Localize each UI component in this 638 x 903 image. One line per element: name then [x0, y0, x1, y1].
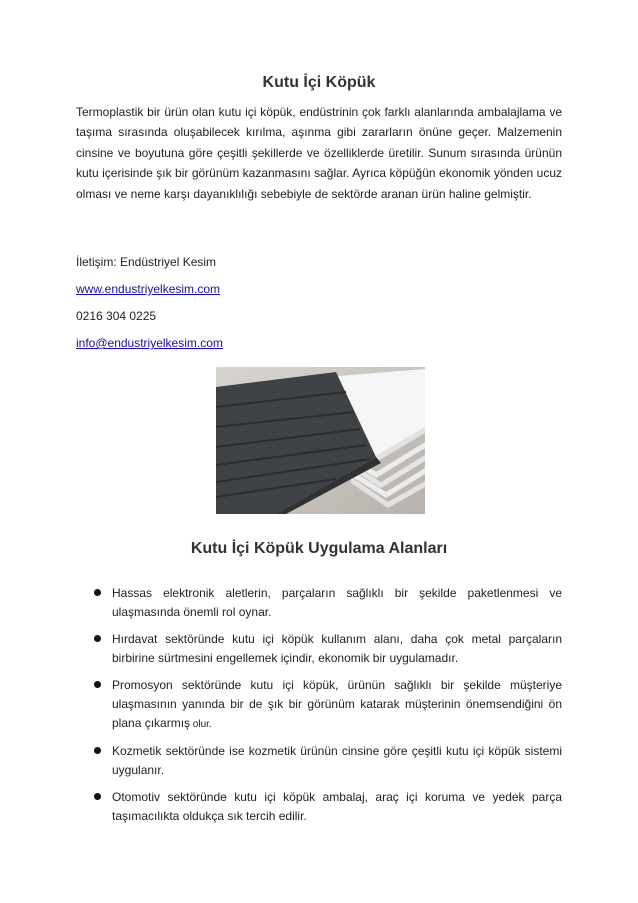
website-link[interactable]: www.endustriyelkesim.com [76, 282, 221, 296]
list-item-text: Hırdavat sektöründe kutu içi köpük kullanım alanı, daha çok metal parçaların birbirine sürtmesini engellemek içindir, ekonomik bir uygulamadır. [112, 632, 562, 665]
intro-paragraph: Termoplastik bir ürün olan kutu içi köpük, endüstrinin çok farklı alanlarında ambalajlama ve taşıma sırasında oluşabilecek kırılma, aşınma gibi zararların önüne geçer. Malzemenin cinsine ve boyutuna göre çeşitli şekillerde ve özelliklerde üretilir. Sunum sırasında ürünün kutu içerisinde şık bir görünüm kazanmasını sağlar. Ayrıca köpüğün ekonomik yönden ucuz olması ve neme karşı dayanıklılığı sebebiyle de sektörde aranan ürün haline gelmiştir. [76, 105, 562, 201]
list-item [76, 584, 562, 622]
bullet-icon [94, 747, 101, 754]
foam-sheets-image [216, 367, 425, 514]
bullet-icon [94, 589, 101, 596]
contact-label: İletişim: Endüstriyel Kesim [76, 255, 217, 269]
bullet-icon [94, 793, 101, 800]
list-item [76, 630, 562, 668]
list-item [76, 788, 562, 826]
list-item-text: Kozmetik sektöründe ise kozmetik ürünün cinsine göre çeşitli kutu içi köpük sistemi uygulanır. [112, 744, 562, 777]
list-item-text: Otomotiv sektöründe kutu içi köpük ambalaj, araç içi koruma ve yedek parça taşımacılıkta oldukça sık tercih edilir. [112, 790, 562, 823]
list-item-text [112, 676, 562, 734]
foam-sheets-photo [216, 367, 425, 514]
list-item-text: Hassas elektronik aletlerin, parçaların sağlıklı bir şekilde paketlenmesi ve ulaşmasında önemli rol oynar. [112, 586, 562, 619]
applications-heading: Kutu İçi Köpük Uygulama Alanları [190, 540, 448, 557]
list-item [76, 742, 562, 780]
list-item-suffix: olur. [190, 719, 212, 730]
list-item-main-text: Promosyon sektöründe kutu içi köpük, ürünün sağlıklı bir şekilde müşteriye ulaşmasının yanında bir de şık bir görünüm katarak müşterinin önemsendiğini ön plana çıkarmış [112, 678, 562, 730]
bullet-icon [94, 635, 101, 642]
document-title: Kutu İçi Köpük [262, 74, 376, 91]
email-link[interactable]: info@endustriyelkesim.com [76, 336, 223, 350]
applications-list [76, 584, 562, 834]
list-item [76, 676, 562, 734]
bullet-icon [94, 681, 101, 688]
phone-number: 0216 304 0225 [76, 309, 157, 323]
